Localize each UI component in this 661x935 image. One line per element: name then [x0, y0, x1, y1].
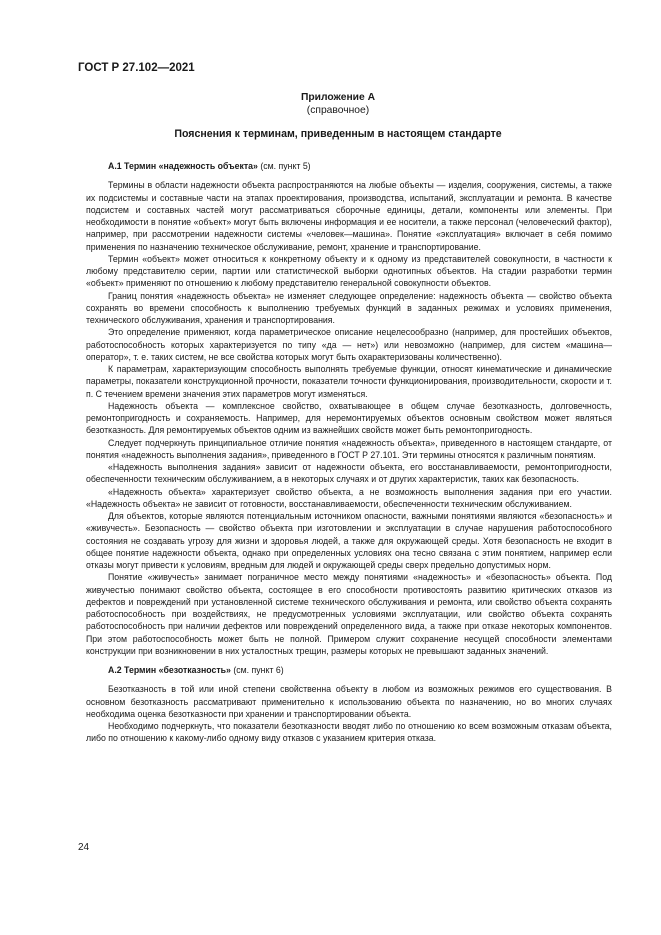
- document-id: ГОСТ Р 27.102—2021: [78, 62, 195, 74]
- paragraph: Для объектов, которые являются потенциальным источником опасности, важными понятиями являются «безопасность» и «живучесть». Безопасность — свойство объекта при изготовлении и эксплуатации в случае нарушения работоспособного состояния не создавать угрозу для жизни и здоровья людей, а также для окружающей среды. Хотя безопасность не входит в общее понятие надежности объекта, однако при определенных условиях она тесно связана с этим понятием, например если отказы могут привести к условиям, вредным для людей и окружающей среды сверх предельно допустимых норм.: [86, 511, 612, 570]
- appendix-title: Приложение А: [300, 92, 376, 103]
- section-title: А.1 Термин «надежность объекта»: [108, 161, 258, 171]
- paragraph: Необходимо подчеркнуть, что показатели безотказности вводят либо по отношению ко всем возможным отказам объекта, либо по отношению к какому-либо одному виду отказов с указанием критерия отказа.: [86, 721, 612, 744]
- paragraph: «Надежность объекта» характеризует свойство объекта, а не возможность выполнения задания при его участии. «Надежность объекта» не зависит от готовности, восстанавливаемости, обеспеченности техническим обслуживанием.: [86, 486, 612, 509]
- appendix-subtitle: (справочное): [306, 105, 370, 116]
- paragraph: Следует подчеркнуть принципиальное отличие понятия «надежность объекта», приведенного в настоящем стандарте, от понятия «надежность выполнения задания», приведенного в ГОСТ Р 27.101. Эти термины относятся к различным понятиям.: [86, 437, 612, 460]
- paragraph: Термин «объект» может относиться к конкретному объекту и к одному из представителей совокупности, в частности к любому представителю серии, партии или статистической выборки однотипных объектов. На стадии разработки термин «объект» применяют по отношению к любому представителю генеральной совокупности объектов.: [86, 253, 612, 289]
- appendix-heading: Пояснения к терминам, приведенным в настоящем стандарте: [174, 128, 502, 140]
- paragraph: Это определение применяют, когда параметрическое описание нецелесообразно (например, для простейших объектов, работоспособность которых характеризуется по типу «да — нет») или невозможно (например, для систем «машина—оператор», т. е. таких систем, не все свойства которых могут быть охарактеризованы количественно).: [86, 327, 612, 362]
- section-title: А.2 Термин «безотказность»: [108, 665, 231, 675]
- paragraph: Термины в области надежности объекта распространяются на любые объекты — изделия, сооружения, системы, а также их подсистемы и составные части на этапах проектирования, производства, испытаний, эксплуатации и ремонта. В качестве подсистем и составных частей могут рассматриваться сборочные единицы, детали, компоненты или элементы. При необходимости в понятие «объект» могут быть включены информация и ее носители, а также персонал (человеческий фактор), например, при рассмотрении надежности системы «человек—машина». Понятие «эксплуатация» включает в себя помимо применения по назначению техническое обслуживание, ремонт, хранение и транспортирование.: [86, 180, 612, 252]
- paragraph: Надежность объекта — комплексное свойство, охватывающее в общем случае безотказность, долговечность, ремонтопригодность и сохраняемость. Например, для неремонтируемых объектов основным свойством может являться безотказность. Для ремонтируемых объектов одним из важнейших свойств может быть ремонтопригодность.: [86, 400, 612, 436]
- paragraph: К параметрам, характеризующим способность выполнять требуемые функции, относят кинематические и динамические параметры, показатели конструкционной прочности, показатели точности функционирования, производительности, скорости и т. п. С течением времени значения этих параметров могут изменяться.: [86, 364, 612, 399]
- section-ref: (см. пункт 6): [230, 665, 284, 675]
- section-heading-a2: [86, 664, 612, 676]
- paragraph: «Надежность выполнения задания» зависит от надежности объекта, его восстанавливаемости, ремонтопригодности, обеспеченности техническим обслуживанием, а в некоторых случаях и от других характеристик, таких как безопасность.: [86, 462, 612, 485]
- document-body: [86, 160, 612, 745]
- paragraph: Границ понятия «надежность объекта» не изменяет следующее определение: надежность объекта — свойство объекта сохранять во времени способность к выполнению требуемых функций в заданных режимах и условиях применения, технического обслуживания, хранения и транспортирования.: [86, 290, 612, 325]
- paragraph: Безотказность в той или иной степени свойственна объекту в любом из возможных режимов его существования. В основном безотказность рассматривают применительно к использованию объекта по назначению, но во многих случаях необходима оценка безотказности при хранении и транспортировании объекта.: [86, 684, 612, 719]
- paragraph: Понятие «живучесть» занимает пограничное место между понятиями «надежность» и «безопасность» объекта. Под живучестью понимают свойство объекта, состоящее в его способности противостоять развитию критических отказов из дефектов и повреждений при установленной системе технического обслуживания и ремонта, или свойство объекта сохранять работоспособность при воздействиях, не предусмотренных условиями эксплуатации, или свойство объекта сохранять работоспособность при наличии дефектов или повреждений определенного вида, а также при отказе некоторых компонентов. При этом работоспособность может быть не полной. Примером служит сохранение несущей способности элементами конструкции при возникновении в них усталостных трещин, размеры которых не превышают заданных значений.: [86, 572, 612, 656]
- section-ref: (см. пункт 5): [257, 161, 311, 171]
- section-heading-a1: [86, 160, 612, 172]
- page-number: 24: [78, 842, 90, 853]
